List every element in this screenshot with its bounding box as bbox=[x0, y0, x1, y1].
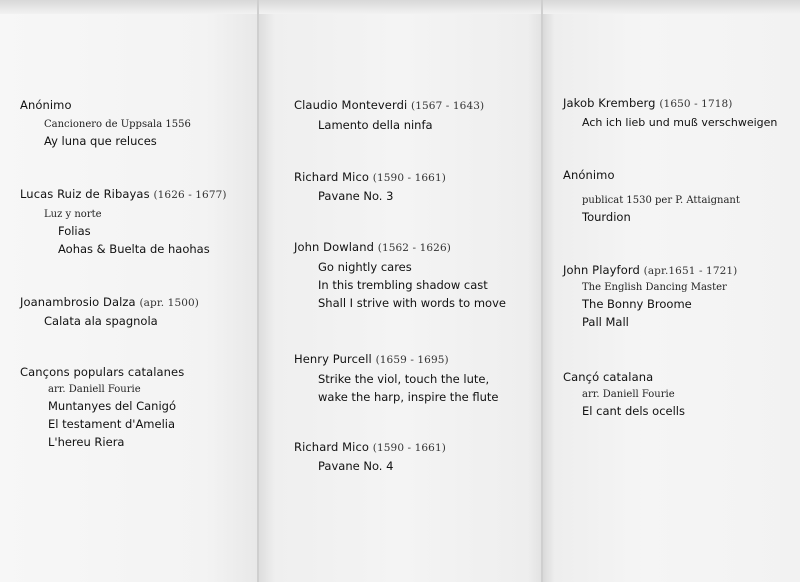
piece-title: Pavane No. 4 bbox=[318, 459, 394, 473]
fold-line-left bbox=[257, 0, 259, 582]
piece-title: Ay luna que reluces bbox=[44, 134, 157, 148]
piece-title: Muntanyes del Canigó bbox=[48, 399, 176, 413]
arranger-note: arr. Daniell Fourie bbox=[582, 389, 675, 400]
piece-title: Shall I strive with words to move bbox=[318, 296, 506, 310]
composer-dates: (1659 - 1695) bbox=[375, 354, 449, 366]
composer-dates: (apr.1651 - 1721) bbox=[643, 265, 738, 277]
composer-name: Anónimo bbox=[20, 98, 72, 112]
piece-title: Pavane No. 3 bbox=[318, 189, 394, 203]
program-entry bbox=[563, 263, 737, 331]
piece-title: In this trembling shadow cast bbox=[318, 278, 488, 292]
program-entry bbox=[20, 98, 191, 150]
piece-title: Lamento della ninfa bbox=[318, 118, 433, 132]
program-entry bbox=[294, 98, 484, 134]
arranger-note: arr. Daniell Fourie bbox=[48, 384, 141, 395]
composer-name: Cançons populars catalanes bbox=[20, 365, 185, 379]
program-entry bbox=[563, 96, 777, 132]
piece-title: Strike the viol, touch the lute, bbox=[318, 372, 490, 386]
composer-name: Claudio Monteverdi (1567 - 1643) bbox=[294, 98, 485, 112]
composer-name: Lucas Ruiz de Ribayas (1626 - 1677) bbox=[20, 187, 227, 201]
composer-dates: (1562 - 1626) bbox=[377, 242, 451, 254]
source-note: Luz y norte bbox=[44, 209, 102, 220]
composer-name: Richard Mico (1590 - 1661) bbox=[294, 170, 446, 184]
composer-dates: (1650 - 1718) bbox=[659, 98, 733, 110]
source-note: publicat 1530 per P. Attaignant bbox=[582, 195, 740, 206]
program-entry bbox=[20, 187, 227, 258]
composer-name: Anónimo bbox=[563, 168, 615, 182]
composer-dates: (1590 - 1661) bbox=[372, 442, 446, 454]
program-entry bbox=[563, 168, 740, 226]
composer-name: Cançó catalana bbox=[563, 370, 654, 384]
composer-name: Henry Purcell (1659 - 1695) bbox=[294, 352, 449, 366]
piece-title: Aohas & Buelta de haohas bbox=[58, 242, 210, 256]
composer-dates: (1626 - 1677) bbox=[153, 189, 227, 201]
program-entry bbox=[20, 365, 184, 451]
program-entry bbox=[563, 370, 685, 420]
piece-title: El cant dels ocells bbox=[582, 404, 685, 418]
program-entry bbox=[294, 170, 446, 205]
program-entry bbox=[294, 440, 446, 475]
composer-name: Jakob Kremberg (1650 - 1718) bbox=[563, 96, 733, 110]
piece-title: Folias bbox=[58, 224, 91, 238]
composer-name: Joanambrosio Dalza (apr. 1500) bbox=[20, 295, 199, 309]
left-panel bbox=[0, 0, 258, 582]
program-entry bbox=[294, 352, 498, 406]
composer-name: John Playford (apr.1651 - 1721) bbox=[563, 263, 738, 277]
composer-name: Richard Mico (1590 - 1661) bbox=[294, 440, 446, 454]
program-entry bbox=[294, 240, 506, 312]
program-entry bbox=[20, 295, 199, 330]
piece-title: Tourdion bbox=[582, 210, 631, 224]
source-note: Cancionero de Uppsala 1556 bbox=[44, 119, 191, 130]
piece-title: El testament d'Amelia bbox=[48, 417, 176, 431]
piece-title: The Bonny Broome bbox=[582, 297, 692, 311]
composer-dates: (1590 - 1661) bbox=[372, 172, 446, 184]
composer-dates: (apr. 1500) bbox=[139, 297, 199, 309]
piece-title: Ach ich lieb und muß verschweigen bbox=[582, 116, 778, 129]
piece-title: Pall Mall bbox=[582, 315, 629, 329]
piece-title: L'hereu Riera bbox=[48, 435, 125, 449]
piece-title: wake the harp, inspire the flute bbox=[318, 390, 499, 404]
composer-name: John Dowland (1562 - 1626) bbox=[294, 240, 451, 254]
source-note: The English Dancing Master bbox=[582, 282, 727, 293]
piece-title: Go nightly cares bbox=[318, 260, 412, 274]
fold-line-right bbox=[541, 0, 543, 582]
top-shadow bbox=[0, 0, 800, 14]
piece-title: Calata ala spagnola bbox=[44, 314, 158, 328]
composer-dates: (1567 - 1643) bbox=[411, 100, 485, 112]
